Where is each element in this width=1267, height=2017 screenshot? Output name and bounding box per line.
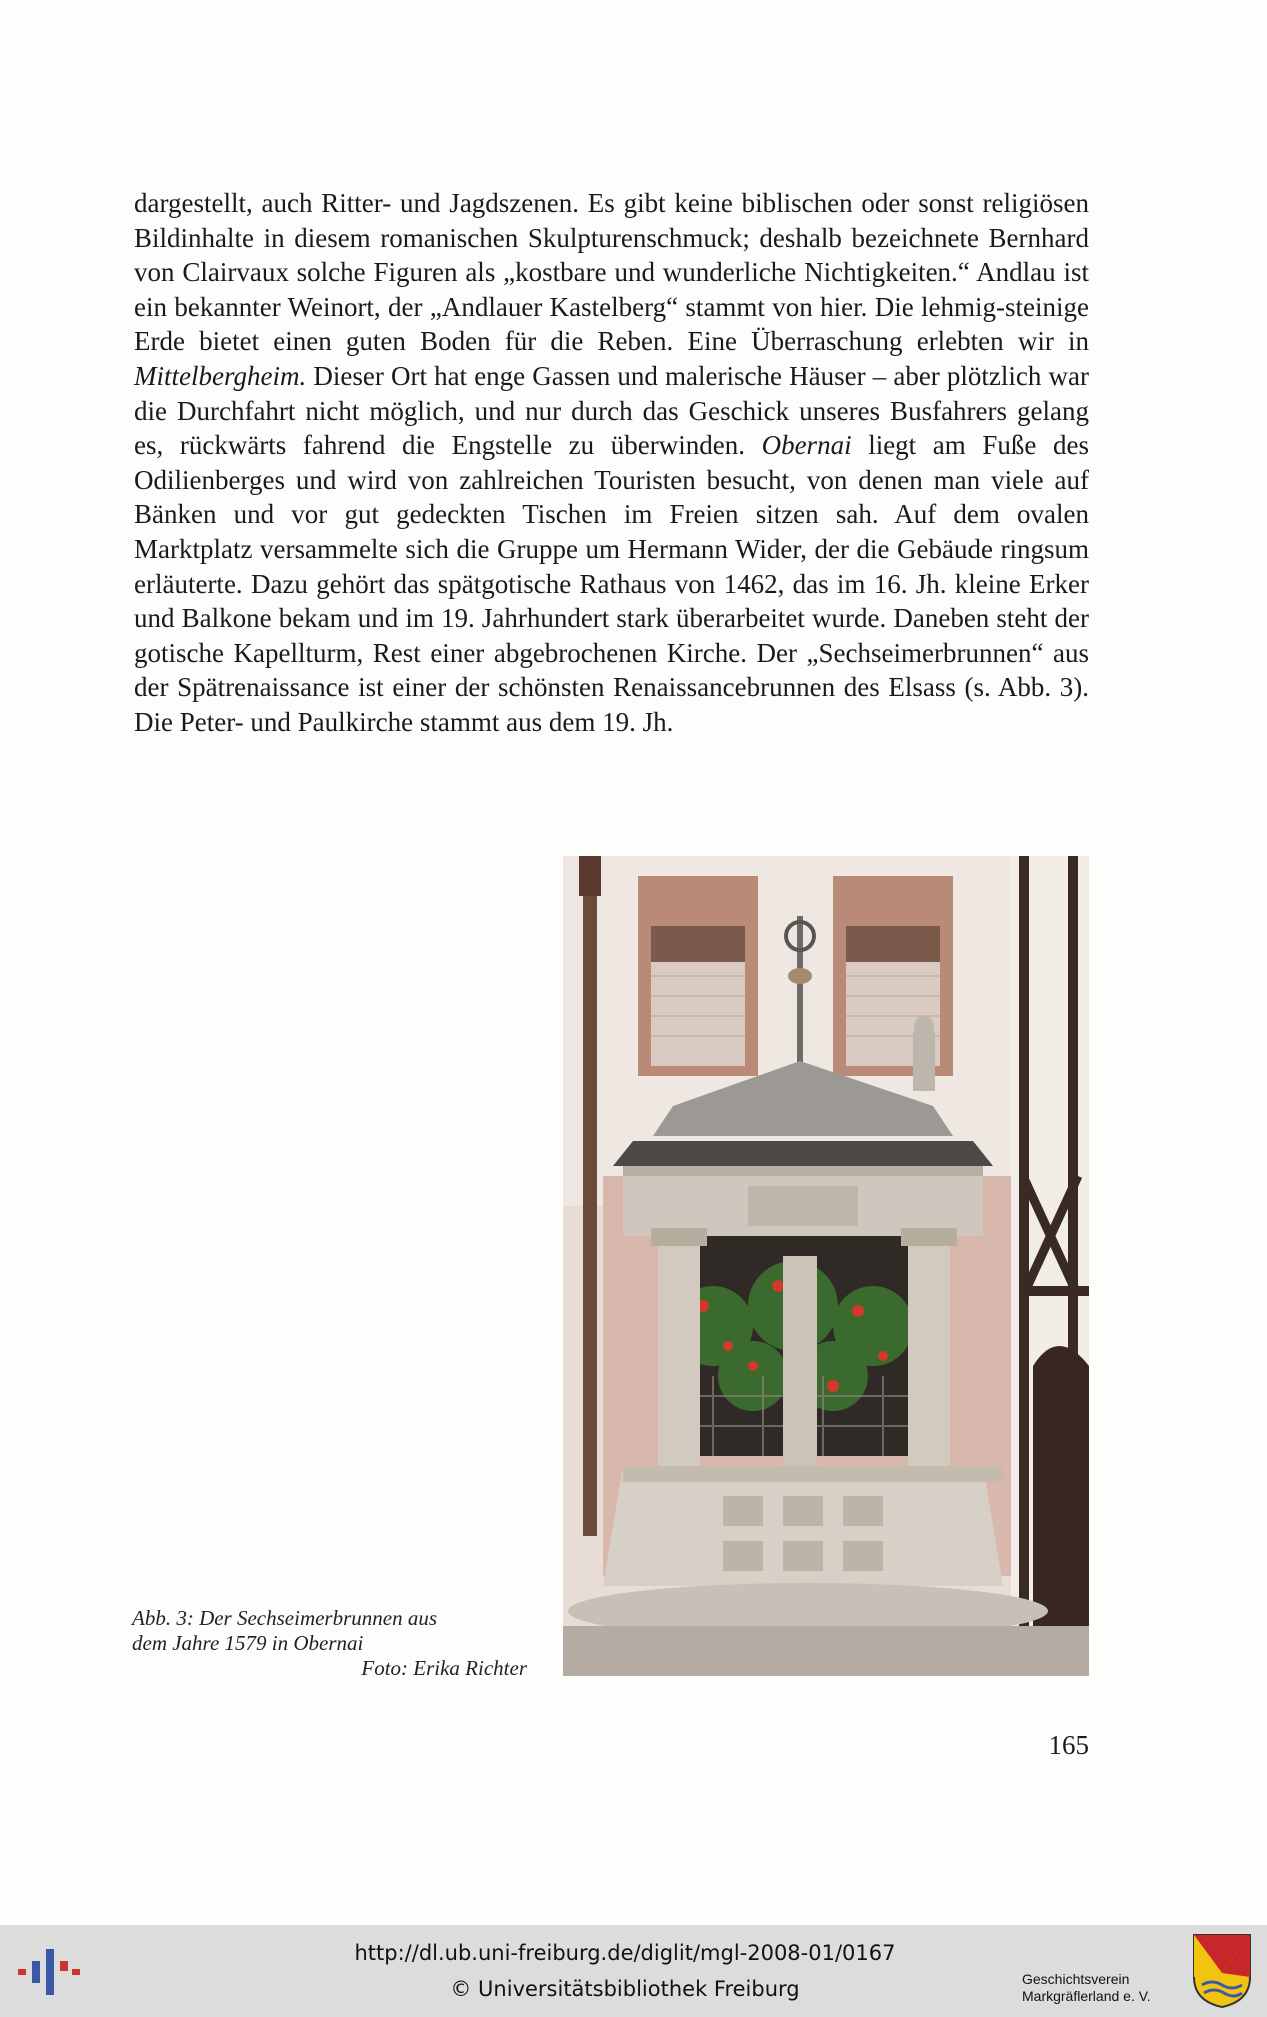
italic-place-name: Mittelbergheim.: [134, 360, 307, 391]
society-line: Geschichtsverein: [1022, 1971, 1130, 1987]
society-crest-icon: [1192, 1933, 1252, 2009]
footer-bar: [0, 1925, 1267, 2017]
fountain-photo: [563, 856, 1089, 1676]
figure-caption: [132, 1606, 527, 1681]
photo-credit: Foto: Erika Richter: [361, 1656, 527, 1680]
archive-url[interactable]: http://dl.ub.uni-freiburg.de/diglit/mgl-2008-01/0167: [354, 1941, 896, 1965]
paragraph: [134, 186, 1089, 740]
library-logo-icon: [14, 1947, 84, 1997]
text-segment: dargestellt, auch Ritter- und Jagdszenen. Es gibt keine biblischen oder sonst religiösen Bildinhalte in diesem romanischen Skulpturenschmuck; deshalb bezeichnete Bernhard von Clairvaux solche Figuren als „kostbare und wunderliche Nichtigkeiten.“ Andlau ist ein bekannter Weinort, der „Andlauer Kastelberg“ stammt von hier. Die lehmig-steinige Erde bietet einen guten Boden für die Reben. Eine Überraschung erlebten wir in: [134, 188, 1089, 357]
page-number: 165: [1048, 1730, 1089, 1760]
italic-place-name: Obernai: [761, 430, 852, 461]
caption-line: dem Jahre 1579 in Obernai: [132, 1631, 364, 1655]
copyright-notice: © Universitätsbibliothek Freiburg: [450, 1977, 800, 2001]
text-segment: Dieser Ort hat enge Gassen und malerische Häuser – aber plötzlich war die Durchfahrt nicht möglich, und nur durch das Geschick unseres Busfahrers gelang es, rückwärts fahrend die Engstelle zu überwinden.: [134, 360, 1089, 461]
text-segment: liegt am Fuße des Odilienberges und wird von zahlreichen Touristen besucht, von denen man viele auf Bänken und vor gut gedeckten Tischen im Freien sitzen sah. Auf dem ovalen Marktplatz versammelte sich die Gruppe um Hermann Wider, der die Gebäude ringsum erläuterte. Dazu gehört das spätgotische Rathaus von 1462, das im 16. Jh. kleine Erker und Balkone bekam und im 19. Jahrhundert stark überarbeitet wurde. Daneben steht der gotische Kapellturm, Rest einer abgebrochenen Kirche. Der „Sechseimerbrunnen“ aus der Spätrenaissance ist einer der schönsten Renaissancebrunnen des Elsass (s. Abb. 3). Die Peter- und Paulkirche stammt aus dem 19. Jh.: [134, 430, 1089, 737]
caption-line: Abb. 3: Der Sechseimerbrunnen aus: [132, 1606, 438, 1630]
society-name: [1022, 1971, 1182, 2005]
society-line: Markgräflerland e. V.: [1022, 1988, 1151, 2004]
body-text: [134, 186, 1089, 740]
